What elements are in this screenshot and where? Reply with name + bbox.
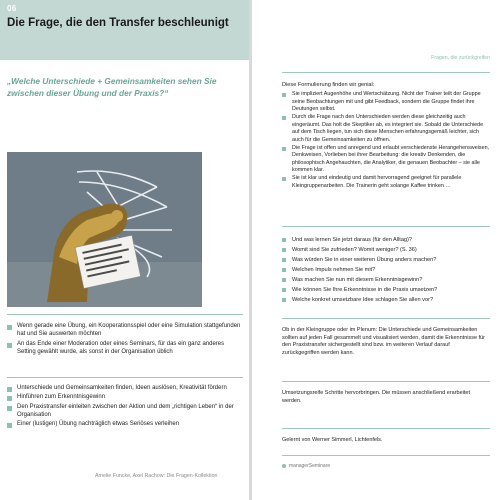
list-item: Unterschiede und Gemeinsamkeiten finden, Ideen auslösen, Kreativität fördern (7, 384, 243, 392)
list-item: Durch die Frage nach den Unterschieden werden diese gleichzeitig auch eingeräumt. Das holt die Skeptiker ab, es integriert sie. Sobald die Unterschiede auf dem Tisch liegen, tun sich diese Menschen erfahrungsgemäß leichter, sich auch für die Gemeinsamkeiten zu öffnen. (282, 114, 490, 144)
source-credit: Gelernt von Werner Simmerl, Lichtenfels. (282, 437, 383, 443)
section-rule (7, 314, 243, 315)
chapter-number: 06 (7, 4, 17, 13)
running-head: Fragen, die zurückgreifen (431, 55, 490, 61)
purpose-list (7, 384, 243, 429)
list-item: Sie ist klar und eindeutig und damit hervorragend geeignet für parallele Kleingruppenarbeiten. Die Trainerin geht solange Kaffee trinken … (282, 175, 490, 190)
section-rule (282, 226, 490, 227)
sculpture-illustration (7, 152, 202, 307)
list-item: Die Frage ist offen und anregend und erlaubt verschiedenste Herangehensweisen, Denkweisen, Vorlieben bei ihrer Bearbeitung: die kreativ Denkenden, die philosophisch Angehauchten, die Analytiker, die genauen Beobachter – sie alle kommen klar. (282, 145, 490, 175)
section-rule (282, 381, 490, 382)
followup-questions (282, 235, 490, 305)
left-page (0, 0, 249, 500)
right-page (252, 0, 500, 500)
intro-text: Diese Formulierung finden wir genial: (282, 82, 375, 88)
key-question: „Welche Unterschiede + Gemeinsamkeiten sehen Sie zwischen dieser Übung und der Praxis?“ (7, 76, 217, 98)
section-rule (282, 318, 490, 319)
trademark-line (282, 463, 487, 471)
sculpture-photo (7, 152, 202, 307)
list-item: Wie können Sie Ihre Erkenntnisse in die Praxis umsetzen? (282, 285, 490, 295)
trademark-text: managerSeminare (289, 463, 331, 469)
goal-paragraph: Umsetzungsreife Schritte hervorbringen. Die müssen anschließend erarbeitet werden. (282, 390, 471, 404)
list-item: Welche konkret umsetzbare Idee schlagen Sie allen vor? (282, 295, 490, 305)
trademark-icon (282, 464, 286, 468)
chapter-header (0, 0, 249, 60)
when-list (7, 322, 243, 357)
list-item: Womit sind Sie zufrieden? Womit weniger? (S. 36) (282, 245, 490, 255)
section-rule (282, 72, 490, 73)
list-item: Wenn gerade eine Übung, ein Kooperationsspiel oder eine Simulation stattgefunden hat und Sie auswerten möchten (7, 322, 243, 339)
reasons-list (282, 91, 490, 191)
list-item: An das Ende einer Moderation oder eines Seminars, für das ein ganz anderes Setting gewählt wurde, als sonst in der Organisation üblich (7, 340, 243, 357)
list-item: Den Praxistransfer einleiten zwischen der Aktion und dem „richtigen Leben“ in der Organisation (7, 403, 243, 420)
page-footer: Amelie Funcke, Axel Rachow: Die Fragen-Kollektion (95, 473, 218, 479)
variant-paragraph: Ob in der Kleingruppe oder im Plenum: Die Unterschiede und Gemeinsamkeiten sollten auf jeden Fall gesammelt und visualisiert werden, damit die Erkenntnisse für den Praxistransfer sichergestellt sind bzw. im weiteren Verlauf darauf zurückgegriffen werden kann. (282, 327, 485, 356)
list-item: Und was lernen Sie jetzt daraus (für den Alltag)? (282, 235, 490, 245)
section-rule (282, 455, 490, 456)
list-item: Sie impliziert Augenhöhe und Wertschätzung. Nicht der Trainer teilt der Gruppe seine Beobachtungen mit und gibt Feedback, sondern die Gruppe findet ihre Deutungen selbst. (282, 91, 490, 114)
list-item: Welchen Impuls nehmen Sie mit? (282, 265, 490, 275)
chapter-title: Die Frage, die den Transfer beschleunigt (7, 17, 229, 29)
list-item: Einer (lustigen) Übung nachträglich etwas Seriöses verleihen (7, 420, 243, 428)
list-item: Hinführen zum Erkenntnisgewinn (7, 393, 243, 401)
list-item: Was machen Sie nun mit diesem Erkenntnisgewinn? (282, 275, 490, 285)
section-rule (7, 377, 243, 378)
list-item: Was würden Sie in einer weiteren Übung anders machen? (282, 255, 490, 265)
section-rule (282, 428, 490, 429)
